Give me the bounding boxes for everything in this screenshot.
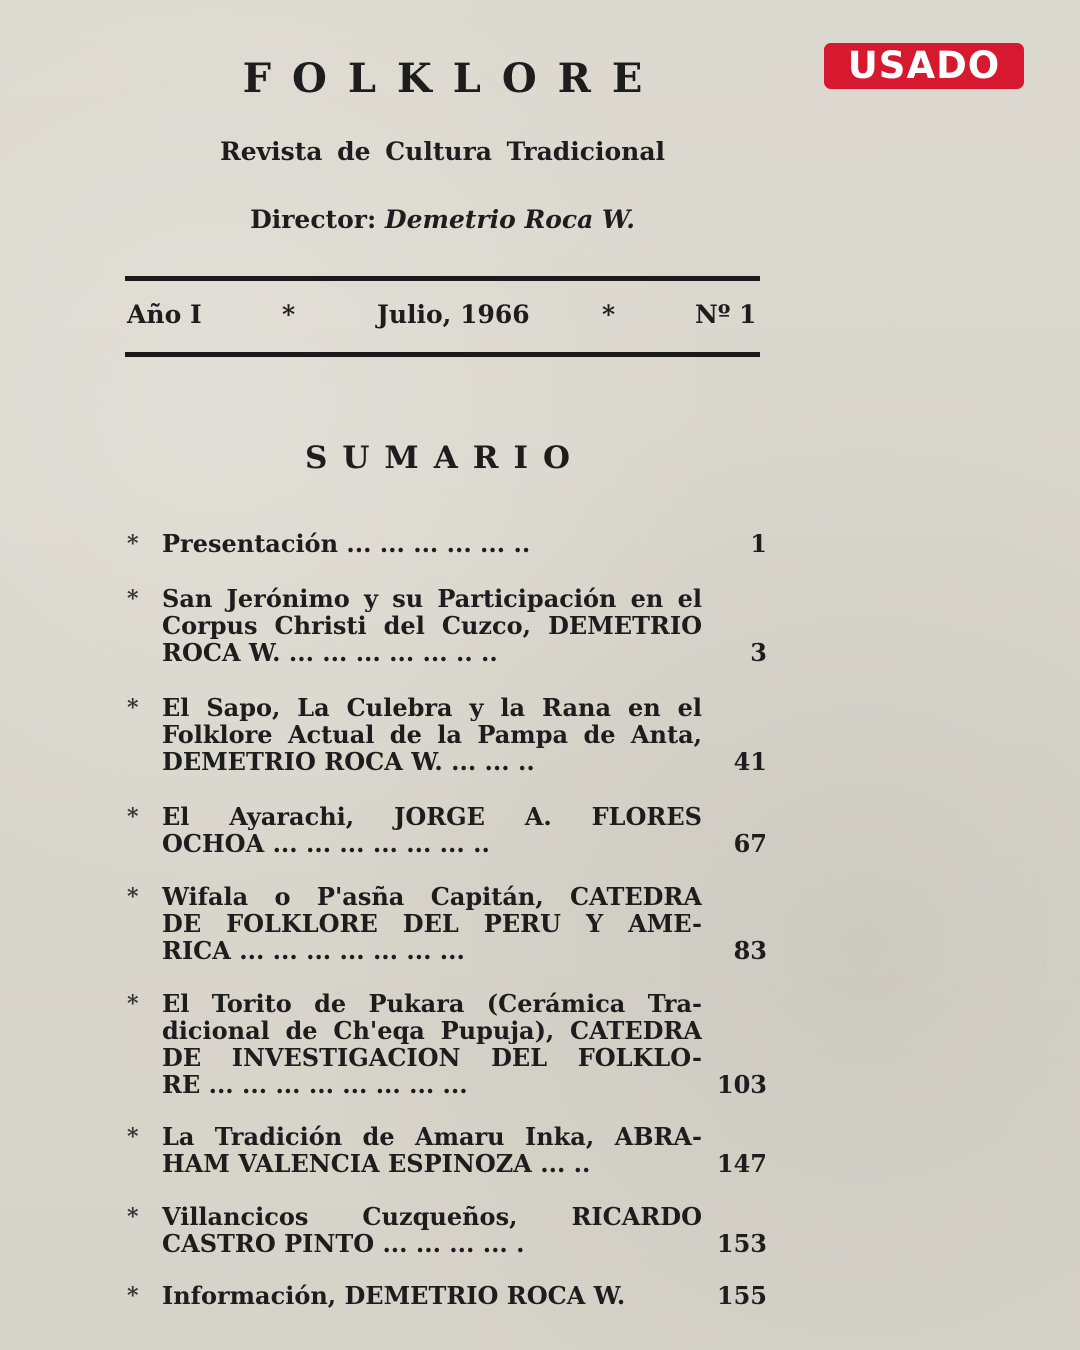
entry-page-number: 1 — [750, 529, 767, 558]
entry-page-number: 67 — [733, 829, 767, 858]
entry-title-line: El Sapo, La Culebra y la Rana en el — [162, 694, 702, 721]
entry-title-line: dicional de Ch'eqa Pupuja), CATEDRA — [162, 1017, 702, 1044]
entry-page-number: 41 — [733, 747, 767, 776]
entry-title-line: ROCA W. ... ... ... ... ... .. .. — [162, 639, 498, 666]
entry-title-line: Corpus Christi del Cuzco, DEMETRIO — [162, 612, 702, 639]
entry-title-line: RICA ... ... ... ... ... ... ... — [162, 937, 465, 964]
entry-page-number: 3 — [750, 638, 767, 667]
contents-entry — [127, 530, 767, 557]
entry-title-line: Wifala o P'asña Capitán, CATEDRA — [162, 883, 702, 910]
entry-title-line: La Tradición de Amaru Inka, ABRA- — [162, 1123, 702, 1150]
entry-title — [162, 530, 702, 557]
entry-page-number: 83 — [733, 936, 767, 965]
contents-entry — [127, 883, 767, 964]
used-badge: USADO — [824, 43, 1024, 89]
contents-entry — [127, 803, 767, 857]
entry-title-line: El Ayarachi, JORGE A. FLORES — [162, 803, 702, 830]
entry-title — [162, 1282, 702, 1309]
entry-page-number: 103 — [716, 1070, 767, 1099]
entry-title — [162, 1203, 702, 1257]
bullet-star-icon: * — [127, 1124, 139, 1150]
contents-heading: SUMARIO — [304, 440, 586, 476]
entry-title-line: DE INVESTIGACION DEL FOLKLO- — [162, 1044, 702, 1071]
magazine-title: FOLKLORE — [242, 55, 664, 102]
bullet-star-icon: * — [127, 884, 139, 910]
entry-title — [162, 1123, 702, 1177]
entry-title-line: RE ... ... ... ... ... ... ... ... — [162, 1071, 468, 1098]
contents-entry — [127, 990, 767, 1098]
entry-title-line: Villancicos Cuzqueños, RICARDO — [162, 1203, 702, 1230]
entry-title-line: Folklore Actual de la Pampa de Anta, — [162, 721, 702, 748]
issue-info — [125, 300, 765, 336]
entry-title-line: San Jerónimo y su Participación en el — [162, 585, 702, 612]
entry-title-line: HAM VALENCIA ESPINOZA ... .. — [162, 1150, 591, 1177]
bullet-star-icon: * — [127, 586, 139, 612]
contents-entry — [127, 694, 767, 775]
divider-bottom — [125, 352, 760, 357]
bullet-star-icon: * — [127, 1204, 139, 1230]
entry-title-line: DE FOLKLORE DEL PERU Y AME- — [162, 910, 702, 937]
entry-page-number: 153 — [716, 1229, 767, 1258]
contents-entry — [127, 1282, 767, 1309]
entry-title — [162, 694, 702, 775]
entry-title-line: Información, DEMETRIO ROCA W. — [162, 1282, 626, 1309]
bullet-star-icon: * — [127, 1283, 139, 1309]
entry-title — [162, 990, 702, 1098]
contents-entry — [127, 1123, 767, 1177]
separator-star-icon: * — [602, 300, 616, 329]
contents-entry — [127, 585, 767, 666]
entry-title-line: El Torito de Pukara (Cerámica Tra- — [162, 990, 702, 1017]
entry-title — [162, 585, 702, 666]
entry-title-line: CASTRO PINTO ... ... ... ... . — [162, 1230, 525, 1257]
bullet-star-icon: * — [127, 695, 139, 721]
director-line — [125, 205, 760, 234]
director-name: Demetrio Roca W. — [384, 205, 635, 234]
issue-year: Año I — [127, 300, 202, 329]
contents-entry — [127, 1203, 767, 1257]
entry-title — [162, 803, 702, 857]
magazine-subtitle: Revista de Cultura Tradicional — [219, 137, 666, 166]
entry-title-line: Presentación ... ... ... ... ... .. — [162, 530, 531, 557]
entry-title — [162, 883, 702, 964]
entry-page-number: 155 — [716, 1281, 767, 1310]
issue-date: Julio, 1966 — [377, 300, 530, 329]
bullet-star-icon: * — [127, 531, 139, 557]
issue-number: Nº 1 — [695, 300, 757, 329]
entry-title-line: OCHOA ... ... ... ... ... ... .. — [162, 830, 490, 857]
bullet-star-icon: * — [127, 991, 139, 1017]
director-label: Director: — [250, 205, 377, 234]
divider-top — [125, 276, 760, 281]
entry-title-line: DEMETRIO ROCA W. ... ... .. — [162, 748, 535, 775]
entry-page-number: 147 — [716, 1149, 767, 1178]
bullet-star-icon: * — [127, 804, 139, 830]
separator-star-icon: * — [282, 300, 296, 329]
